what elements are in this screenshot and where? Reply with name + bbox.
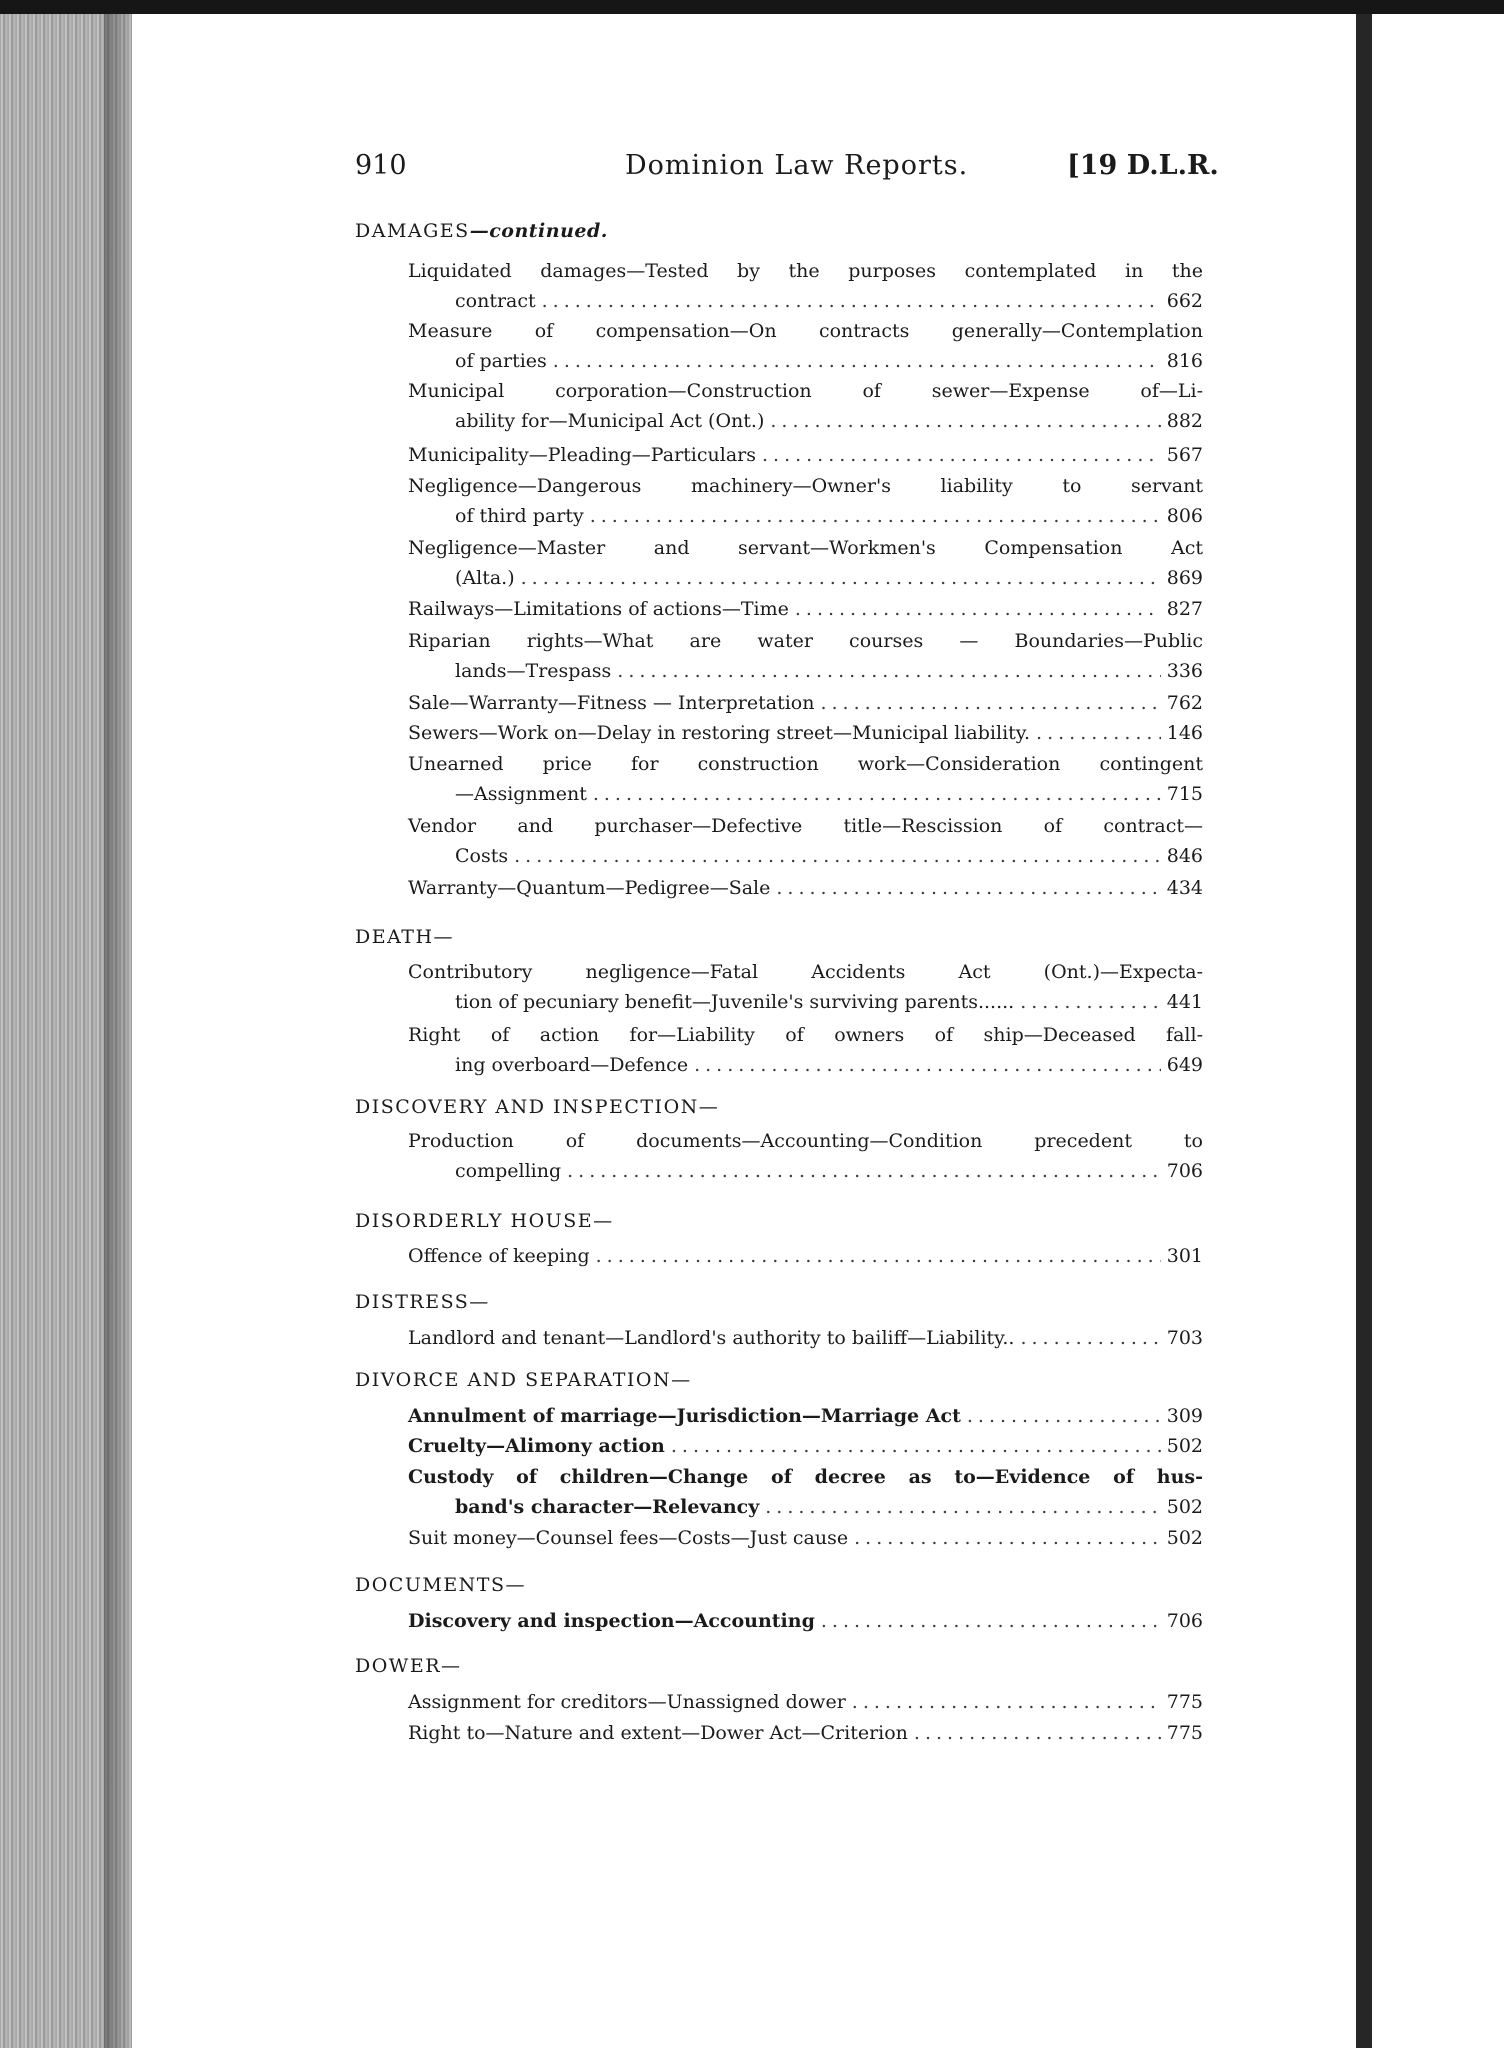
section-heading [355, 1096, 719, 1118]
index-entry-line [408, 1024, 1203, 1052]
entry-text: Annulment of marriage—Jurisdiction—Marriage Act [408, 1405, 961, 1427]
index-entry-line [408, 1435, 1203, 1463]
entry-text: Discovery and inspection—Accounting [408, 1610, 815, 1632]
section-heading-text: DOCUMENTS— [355, 1574, 526, 1596]
entry-page-number: 502 [1166, 1435, 1203, 1457]
index-entry-line [408, 1527, 1203, 1555]
entry-page-number: 649 [1166, 1054, 1203, 1076]
index-page [355, 0, 1355, 2048]
index-entry-line [408, 815, 1203, 843]
leader-dots [593, 783, 1161, 805]
entry-text: ing overboard—Defence [455, 1054, 689, 1076]
entry-page-number: 806 [1166, 505, 1203, 527]
entry-text: Unearned price for construction work—Consideration contingent [408, 753, 1203, 775]
section-heading-text: DISORDERLY HOUSE— [355, 1210, 614, 1232]
leader-dots [770, 410, 1160, 432]
entry-page-number: 816 [1166, 350, 1203, 372]
entry-text: Riparian rights—What are water courses — Boundaries—Public [408, 630, 1203, 652]
book-gutter [1356, 14, 1372, 2048]
index-entry-line [408, 1610, 1203, 1638]
index-entry-line [455, 1496, 1203, 1524]
leader-dots [1020, 1327, 1160, 1349]
leader-dots [521, 567, 1161, 589]
section-heading-text: DIVORCE AND SEPARATION— [355, 1369, 692, 1391]
section-heading [355, 1369, 692, 1391]
entry-page-number: 146 [1166, 722, 1203, 744]
entry-page-number: 502 [1166, 1527, 1203, 1549]
leader-dots [567, 1160, 1161, 1182]
index-entry-line [455, 505, 1203, 533]
entry-text: Liquidated damages—Tested by the purposes contemplated in the [408, 260, 1203, 282]
entry-text: Right of action for—Liability of owners of ship—Deceased fall- [408, 1024, 1203, 1046]
volume-citation: [19 D.L.R. [1067, 150, 1219, 181]
section-heading [355, 1574, 526, 1596]
leader-dots [852, 1691, 1161, 1713]
index-entry-line [455, 783, 1203, 811]
entry-text: Cruelty—Alimony action [408, 1435, 665, 1457]
entry-text: Negligence—Dangerous machinery—Owner's liability to servant [408, 475, 1203, 497]
index-entry-line [408, 1327, 1203, 1355]
leader-dots [671, 1435, 1161, 1457]
entry-text: Custody of children—Change of decree as to—Evidence of hus- [408, 1466, 1203, 1488]
entry-page-number: 502 [1166, 1496, 1203, 1518]
entry-text: Contributory negligence—Fatal Accidents Act (Ont.)—Expecta- [408, 961, 1203, 983]
entry-text: ability for—Municipal Act (Ont.) [455, 410, 765, 432]
entry-text: Right to—Nature and extent—Dower Act—Criterion [408, 1722, 908, 1744]
index-entry-line [408, 537, 1203, 565]
entry-text: —Assignment [455, 783, 587, 805]
entry-text: of third party [455, 505, 584, 527]
index-entry-line [408, 380, 1203, 408]
index-entry-line [408, 722, 1203, 750]
entry-page-number: 775 [1166, 1722, 1203, 1744]
leader-dots [854, 1527, 1161, 1549]
section-heading-text: DOWER— [355, 1655, 462, 1677]
entry-page-number: 434 [1166, 877, 1203, 899]
entry-text: Railways—Limitations of actions—Time [408, 598, 789, 620]
entry-page-number: 703 [1166, 1327, 1203, 1349]
entry-text: lands—Trespass [455, 660, 612, 682]
index-entry-line [408, 630, 1203, 658]
facing-page-sliver [1372, 14, 1504, 2048]
leader-dots [596, 1245, 1161, 1267]
entry-page-number: 706 [1166, 1610, 1203, 1632]
leader-dots [590, 505, 1161, 527]
section-heading-text: DISCOVERY AND INSPECTION— [355, 1096, 720, 1118]
leader-dots [617, 660, 1160, 682]
index-entry-line [408, 1691, 1203, 1719]
section-heading-text: DAMAGES [355, 220, 470, 242]
entry-page-number: 567 [1166, 444, 1203, 466]
entry-text: Suit money—Counsel fees—Costs—Just cause [408, 1527, 849, 1549]
entry-text: of parties [455, 350, 547, 372]
entry-page-number: 336 [1166, 660, 1203, 682]
index-entry-line [455, 290, 1203, 318]
index-entry-line [455, 845, 1203, 873]
leader-dots [820, 692, 1160, 714]
leader-dots [795, 598, 1161, 620]
page-header [355, 150, 1355, 194]
index-entry-line [408, 475, 1203, 503]
entry-text: Assignment for creditors—Unassigned dower [408, 1691, 846, 1713]
entry-text: Landlord and tenant—Landlord's authority to bailiff—Liability.. [408, 1327, 1015, 1349]
entry-text: compelling [455, 1160, 562, 1182]
section-heading [355, 1655, 462, 1677]
running-title: Dominion Law Reports. [625, 150, 969, 181]
entry-page-number: 827 [1166, 598, 1203, 620]
entry-text: contract [455, 290, 536, 312]
index-entry-line [408, 961, 1203, 989]
book-edge-shadow [104, 14, 132, 2048]
entry-text: Negligence—Master and servant—Workmen's Compensation Act [408, 537, 1203, 559]
leader-dots [765, 1496, 1160, 1518]
entry-text: band's character—Relevancy [455, 1496, 760, 1518]
entry-text: Vendor and purchaser—Defective title—Rescission of contract— [408, 815, 1203, 837]
leader-dots [1036, 722, 1161, 744]
index-entry-line [408, 320, 1203, 348]
index-entry-line [408, 877, 1203, 905]
entry-page-number: 869 [1166, 567, 1203, 589]
section-heading [355, 220, 608, 242]
entry-text: Costs [455, 845, 509, 867]
index-entry-line [408, 1722, 1203, 1750]
section-heading [355, 926, 454, 948]
index-entry-line [455, 410, 1203, 438]
leader-dots [1020, 991, 1161, 1013]
leader-dots [553, 350, 1161, 372]
entry-page-number: 309 [1166, 1405, 1203, 1427]
entry-page-number: 775 [1166, 1691, 1203, 1713]
entry-text: tion of pecuniary benefit—Juvenile's surviving parents...... [455, 991, 1015, 1013]
leader-dots [762, 444, 1161, 466]
index-entry-line [408, 753, 1203, 781]
entry-page-number: 846 [1166, 845, 1203, 867]
entry-text: Sewers—Work on—Delay in restoring street—Municipal liability. [408, 722, 1031, 744]
leader-dots [514, 845, 1161, 867]
index-entry-line [455, 660, 1203, 688]
entry-page-number: 662 [1166, 290, 1203, 312]
page-number: 910 [355, 150, 407, 181]
section-heading-continued: —continued. [469, 220, 608, 242]
entry-text: Measure of compensation—On contracts generally—Contemplation [408, 320, 1203, 342]
entry-text: Municipal corporation—Construction of sewer—Expense of—Li- [408, 380, 1203, 402]
entry-page-number: 301 [1166, 1245, 1203, 1267]
entry-text: Sale—Warranty—Fitness — Interpretation [408, 692, 815, 714]
index-entry-line [408, 1130, 1203, 1158]
entry-page-number: 715 [1166, 783, 1203, 805]
entry-page-number: 762 [1166, 692, 1203, 714]
entry-text: (Alta.) [455, 567, 515, 589]
entry-page-number: 441 [1166, 991, 1203, 1013]
index-entry-line [408, 1466, 1203, 1494]
index-entry-line [455, 350, 1203, 378]
leader-dots [967, 1405, 1161, 1427]
leader-dots [694, 1054, 1161, 1076]
index-entry-line [455, 1054, 1203, 1082]
index-entry-line [408, 260, 1203, 288]
section-heading-text: DEATH— [355, 926, 455, 948]
index-entry-line [408, 598, 1203, 626]
entry-page-number: 882 [1166, 410, 1203, 432]
index-entry-line [455, 1160, 1203, 1188]
entry-text: Production of documents—Accounting—Condition precedent to [408, 1130, 1203, 1152]
index-entry-line [455, 567, 1203, 595]
leader-dots [542, 290, 1161, 312]
leader-dots [821, 1610, 1161, 1632]
index-entry-line [408, 444, 1203, 472]
entry-text: Municipality—Pleading—Particulars [408, 444, 756, 466]
leader-dots [914, 1722, 1161, 1744]
index-entry-line [455, 991, 1203, 1019]
entry-page-number: 706 [1166, 1160, 1203, 1182]
entry-text: Warranty—Quantum—Pedigree—Sale [408, 877, 771, 899]
section-heading [355, 1210, 614, 1232]
entry-text: Offence of keeping [408, 1245, 590, 1267]
index-entry-line [408, 1405, 1203, 1433]
leader-dots [776, 877, 1160, 899]
index-entry-line [408, 1245, 1203, 1273]
section-heading-text: DISTRESS— [355, 1291, 490, 1313]
section-heading [355, 1291, 490, 1313]
index-entry-line [408, 692, 1203, 720]
